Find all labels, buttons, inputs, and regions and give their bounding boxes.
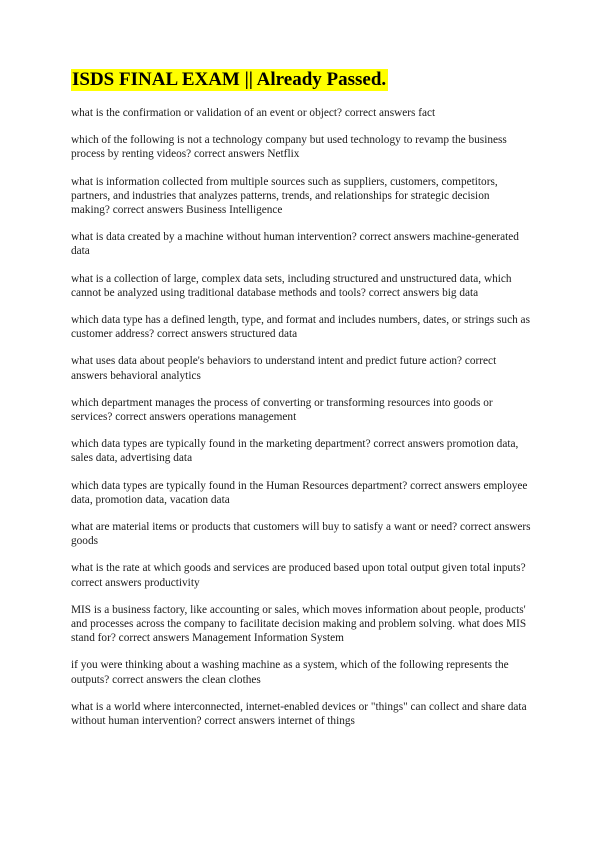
qa-item: what is the rate at which goods and services are produced based upon total output given total inputs? correct answers productivity — [71, 562, 526, 589]
qa-item: MIS is a business factory, like accounting or sales, which moves information about people, products' and processes across the company to facilitate decision making and problem solving. what does MIS stand for? correct answers Management Information System — [71, 603, 527, 645]
qa-item: what are material items or products that customers will buy to satisfy a want or need? correct answers goods — [71, 521, 531, 548]
qa-item: which data type has a defined length, type, and format and includes numbers, dates, or strings such as customer address? correct answers structured data — [71, 314, 530, 341]
qa-item: which department manages the process of converting or transforming resources into goods or services? correct answers operations management — [71, 396, 493, 424]
qa-item: which data types are typically found in the Human Resources department? correct answers employee data, promotion data, vacation data — [71, 479, 528, 506]
qa-item: which data types are typically found in the marketing department? correct answers promotion data, sales data, advertising data — [71, 438, 519, 465]
qa-item: what is a collection of large, complex data sets, including structured and unstructured data, which cannot be analyzed using traditional database methods and tools? correct answers big data — [71, 272, 512, 299]
qa-item: what is information collected from multiple sources such as suppliers, customers, competitors, partners, and industries that analyzes patterns, trends, and relationships for strategic decision making? correct answers Business Intelligence — [71, 175, 498, 217]
page-title: ISDS FINAL EXAM || Already Passed. — [72, 69, 387, 90]
qa-item: if you were thinking about a washing machine as a system, which of the following represents the outputs? correct answers the clean clothes — [71, 659, 509, 686]
qa-item: what is a world where interconnected, internet-enabled devices or "things" can collect and share data without human intervention? correct answers internet of things — [71, 700, 527, 728]
qa-item: which of the following is not a technology company but used technology to revamp the business process by renting videos? correct answers Netflix — [71, 134, 507, 161]
qa-item: what uses data about people's behaviors to understand intent and predict future action? correct answers behavioral analytics — [71, 355, 497, 382]
title-wrapper — [71, 69, 388, 91]
qa-item: what is the confirmation or validation of an event or object? correct answers fact — [71, 107, 436, 119]
qa-item: what is data created by a machine without human intervention? correct answers machine-generated data — [71, 231, 519, 258]
question-answer-list — [71, 106, 531, 741]
